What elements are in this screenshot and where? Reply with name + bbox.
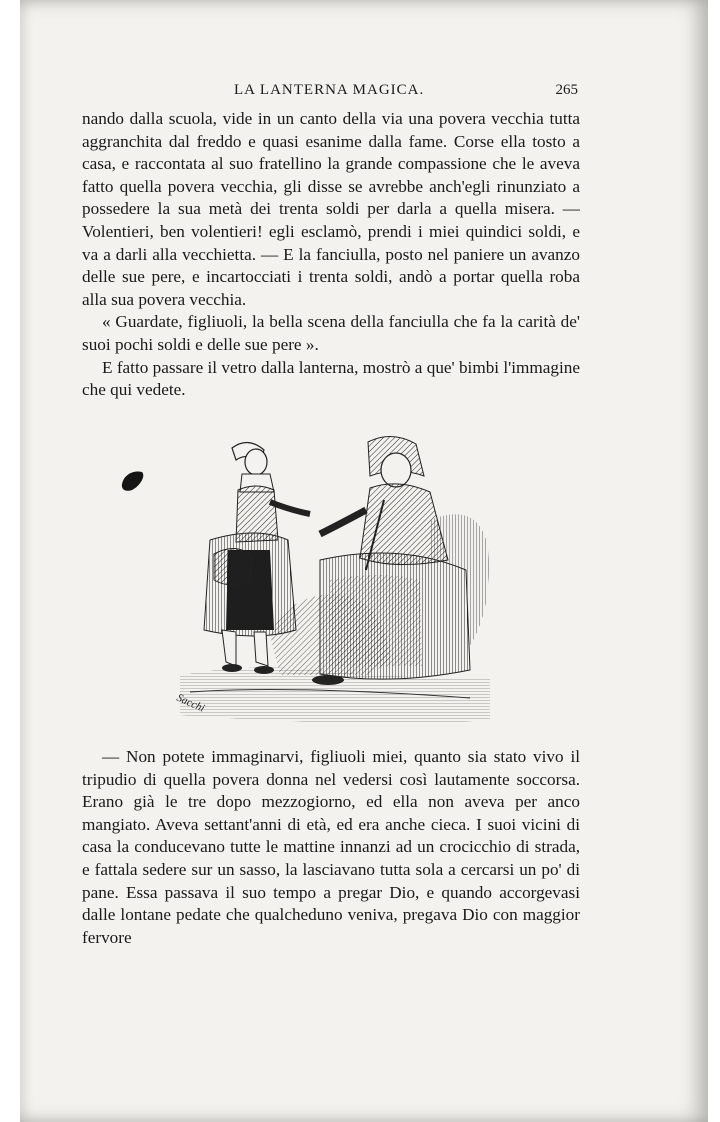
engraving-image bbox=[170, 430, 500, 730]
text-block-bottom bbox=[82, 746, 580, 949]
running-head-title: LA LANTERNA MAGICA. bbox=[234, 82, 425, 98]
paragraph: — Non potete immaginarvi, figliuoli miei, quanto sia stato vivo il tripudio di quella povera donna nel vedersi così lautamente soccorsa. Erano già le tre dopo mezzogiorno, ed ella non aveva per anco mangiato. Aveva settant'anni di età, ed era anche cieca. I suoi vicini di casa la conducevano tutte le mattine innanzi ad un crocicchio di strada, e fattala sedere sur un sasso, la lasciavano tutta sola a cercarsi un po' di pane. Essa passava il suo tempo a pregar Dio, e quando accorgevasi dalle lontane pedate che qualcheduno veniva, pregava Dio con maggior fervore bbox=[82, 747, 580, 947]
running-head bbox=[82, 82, 578, 99]
ink-blot bbox=[118, 466, 148, 496]
paragraph: E fatto passare il vetro dalla lanterna, mostrò a que' bimbi l'immagine che qui vedete. bbox=[82, 357, 580, 400]
paragraph: « Guardate, figliuoli, la bella scena della fanciulla che fa la carità de' suoi pochi soldi e delle sue pere ». bbox=[82, 312, 580, 354]
illustration-engraving bbox=[170, 430, 500, 730]
engraver-signature: Sacchi bbox=[174, 691, 207, 715]
page-number: 265 bbox=[555, 82, 578, 98]
text-block-top bbox=[82, 108, 580, 402]
figure-old-woman bbox=[312, 436, 470, 685]
paragraph: nando dalla scuola, vide in un canto della via una povera vecchia tutta aggranchita dal freddo e quasi esanime dalla fame. Corse ella tosto a casa, e raccontata al suo fratellino la grande compassione che le aveva fatto quella povera vecchia, gli disse se avrebbe anch'egli rinunziato a possedere la sua metà dei trenta soldi per darla a quella misera. — Volentieri, ben volentieri! egli esclamò, prendi i miei quindici soldi, e va a darli alla vecchietta. — E la fanciulla, posto nel paniere un avanzo delle sue pere, e incartocciati i trenta soldi, andò a portar quella roba alla sua povera vecchia. bbox=[82, 109, 580, 309]
